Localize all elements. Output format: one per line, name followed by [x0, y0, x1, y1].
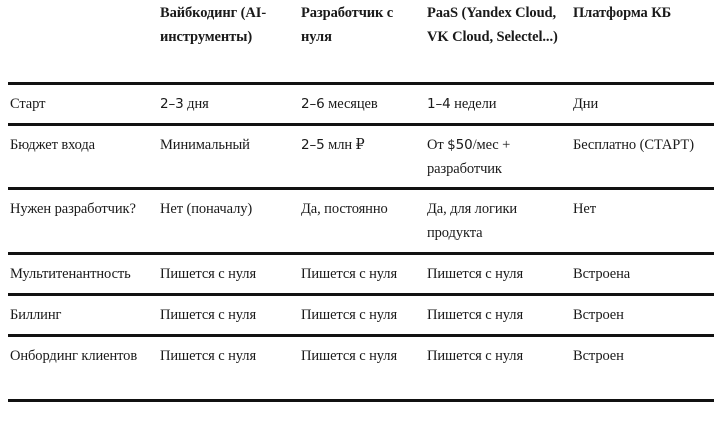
table-cell [160, 133, 294, 157]
table-cell [573, 92, 713, 116]
cell-number: 2–6 [301, 96, 325, 112]
table-cell: Встроен [573, 348, 624, 364]
table-cell [427, 92, 567, 116]
table-header-row [8, 0, 714, 85]
table-row [8, 126, 714, 190]
table-cell: Пишется с нуля [160, 266, 257, 282]
table-cell: Пишется с нуля [427, 307, 524, 323]
header-cell-paas: PaaS (Yandex Cloud, VK Cloud, Selectel...) [427, 5, 558, 45]
cell-text: /мес + разработчик [427, 137, 511, 177]
table-cell: Пишется с нуля [301, 307, 398, 323]
cell-number: 2–5 [301, 137, 325, 153]
table-cell: Пишется с нуля [160, 307, 257, 323]
cell-text: месяцев [324, 96, 378, 112]
table-cell: Пишется с нуля [427, 348, 524, 364]
table-cell: Встроен [573, 307, 624, 323]
table-cell: Пишется с нуля [427, 266, 524, 282]
cell-number: 1–4 [427, 96, 451, 112]
table-cell [573, 133, 713, 157]
table-cell: Пишется с нуля [160, 348, 257, 364]
cell-number: $50 [447, 137, 473, 153]
table-cell [427, 133, 567, 181]
cell-number: 2–3 [160, 96, 184, 112]
table-cell: Пишется с нуля [301, 348, 398, 364]
header-cell-vibecoding: Вайбкодинг (AI-инструменты) [160, 5, 267, 45]
table-cell [301, 92, 419, 116]
cell-text: Дни [573, 96, 599, 112]
table-cell [301, 133, 419, 157]
row-label: Нужен разработчик? [10, 201, 136, 217]
row-label: Онбординг клиентов [10, 348, 138, 364]
table-cell: Встроена [573, 266, 631, 282]
cell-text: дня [183, 96, 209, 112]
table-cell: Да, для логики продукта [427, 201, 518, 241]
cell-text: млн ₽ [324, 137, 365, 153]
table-cell: Нет (поначалу) [160, 201, 253, 217]
table-row [8, 296, 714, 337]
row-label: Старт [10, 96, 46, 112]
comparison-table [8, 0, 714, 402]
table-cell: Нет [573, 201, 596, 217]
table-row [8, 337, 714, 402]
cell-text: Бесплатно (СТАРТ) [573, 137, 694, 153]
cell-text: Минимальный [160, 137, 250, 153]
row-label: Биллинг [10, 307, 62, 323]
row-label: Бюджет входа [10, 137, 96, 153]
header-cell-platform-kb: Платформа КБ [573, 5, 672, 21]
row-label: Мультитенантность [10, 266, 131, 282]
table-row [8, 255, 714, 296]
cell-prefix: От [427, 137, 448, 153]
table-cell: Пишется с нуля [301, 266, 398, 282]
table-cell [160, 92, 294, 116]
table-cell: Да, постоянно [301, 201, 388, 217]
cell-text: недели [450, 96, 497, 112]
table-row [8, 85, 714, 126]
header-cell-developer: Разработчик с нуля [301, 5, 394, 45]
table-row [8, 190, 714, 255]
